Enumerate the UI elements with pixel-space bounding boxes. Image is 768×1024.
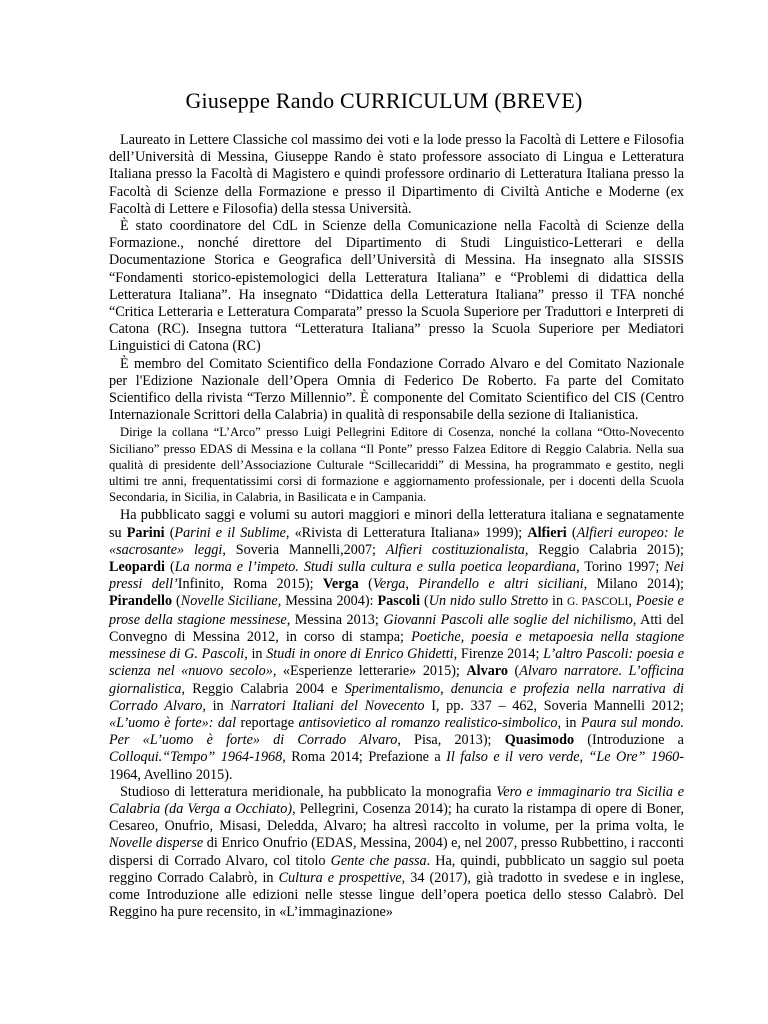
text-run: Studioso di letteratura meridionale, ha pubblicato la monografia — [120, 783, 497, 800]
text-run: , Pellegrini, Cosenza 2014); ha curato la ristampa di opere di Boner, Cesareo, Onufrio, Misasi, Deledda, Alvaro; ha altresì raccolto in volume, per la prima volta, le — [109, 800, 684, 835]
text-run: , — [628, 593, 636, 610]
text-run: ( — [172, 593, 181, 610]
text-run: in — [548, 593, 568, 610]
work-title: Parini e il Sublime — [174, 524, 286, 541]
paragraph-education — [109, 132, 684, 218]
author-name: Pascoli — [377, 593, 421, 610]
text-run: , 34 (2017), già tradotto in svedese e in inglese, come Introduzione alle edizioni nelle stesse lingue dell’opera poetica dello stesso Calabrò. Del Reggino ha pure recensito, in «L’immaginazione» — [109, 869, 685, 921]
work-title: Narratori Italiani del Novecento — [230, 697, 425, 714]
work-title: Verga, Pirandello e altri siciliani — [372, 576, 584, 593]
text-run: ( — [164, 559, 175, 576]
work-title: Cultura e prospettive — [278, 869, 402, 886]
paragraph-committees — [109, 356, 684, 425]
text-run: , Reggio Calabria 2004 e — [181, 680, 345, 697]
text-run: È membro del Comitato Scientifico della Fondazione Corrado Alvaro e del Comitato Nazionale per l'Edizione Nazionale dell’Opera Omnia di Federico De Roberto. Fa parte del Comitato Scientifico della rivista “Terzo Millennio”. È componente del Comitato Scientifico del CIS (Centro Internazionale Scrittori della Calabria) in qualità di responsabile della sezione di Italianistica. — [109, 355, 684, 424]
work-title: Alfieri europeo: le «sacrosante» leggi — [109, 524, 684, 558]
text-run: , Milano 2014); — [583, 576, 684, 593]
text-run: I, pp. 337 – 462, Soveria Mannelli 2012; — [424, 697, 685, 714]
text-run: ( — [164, 524, 175, 541]
text-run: , «Rivista di Letteratura Italiana» 1999); — [285, 524, 528, 541]
text-run: ( — [566, 524, 577, 541]
text-run: , Soveria Mannelli,2007; — [222, 541, 386, 558]
text-run: Ha pubblicato saggi e volumi su autori maggiori e minori della letteratura italiana e segnatamente su — [109, 507, 684, 541]
text-run: -1964, Avellino 2015). — [109, 749, 685, 783]
work-title: L’altro Pascoli: poesia e scienza nel «nuovo secolo» — [109, 646, 685, 680]
text-run: ( — [420, 593, 429, 610]
text-run: , in — [244, 646, 267, 663]
work-title: Colloqui.“Tempo” 1964-1968 — [109, 749, 283, 766]
work-title: Alfieri costituzionalista — [385, 541, 525, 558]
text-run: ( — [507, 663, 520, 680]
author-name: Pirandello — [109, 593, 173, 610]
work-title: Novelle disperse — [109, 835, 204, 852]
author-name: Alfieri — [527, 524, 567, 541]
work-title: Nei pressi dell’ — [109, 559, 684, 593]
work-title: Gente che passa — [330, 852, 427, 869]
text-run: reportage — [236, 714, 299, 731]
text-run: Infinito, Roma 2015); — [177, 576, 323, 593]
text-run: È stato coordinatore del CdL in Scienze della Comunicazione nella Facoltà di Scienze della Formazione., nonché direttore del Dipartimento di Studi Linguistico-Letterari e della Documentazione Storica e Geografica dell’Università di Messina. Ha insegnato alla SISSIS “Fondamenti storico-epistemologici della Letteratura Italiana” e “Problemi di didattica della Letteratura Italiana”. Ha insegnato “Didattica della Letteratura Italiana” presso il TFA nonché “Critica Letteraria e Letteratura Comparata” presso la Scuola Superiore per Traduttori e Interpreti di Catona (RC). Insegna tuttora “Letteratura Italiana” presso la Scuola Superiore per Mediatori Linguistici di Catona (RC) — [109, 218, 684, 355]
work-title: Novelle Siciliane — [180, 593, 278, 610]
text-run: , Reggio Calabria 2015); — [524, 541, 684, 558]
work-title: Alvaro narratore. L’officina giornalistica — [109, 663, 684, 697]
text-run: , Firenze 2014; — [453, 646, 544, 663]
work-title: antisovietico al romanzo realistico-simbolico — [298, 714, 558, 731]
page-title: Giuseppe Rando CURRICULUM (BREVE) — [185, 88, 583, 113]
work-title: Il falso e il vero verde — [446, 749, 580, 766]
paragraph-southern-literature — [109, 784, 684, 922]
text-run: Laureato in Lettere Classiche col massimo dei voti e la lode presso la Facoltà di Lettere e Filosofia dell’Università di Messina, Giuseppe Rando è stato professore associato di Lingua e Letteratura Italiana presso la Facoltà di Magistero e quindi professore ordinario di Letteratura Italiana presso la Facoltà di Scienze della Formazione e presso il Dipartimento di Civiltà Antiche e Moderne (ex Facoltà di Lettere e Filosofia) della stessa Università. — [109, 132, 684, 217]
work-title: Giovanni Pascoli alle soglie del nichilismo — [383, 611, 633, 628]
text-run: , Torino 1997; — [576, 559, 665, 576]
work-title: “Le Ore” 1960 — [588, 749, 680, 766]
text-run: , «Esperienze letterarie» 2015); — [272, 663, 467, 680]
text-run: , in — [202, 697, 231, 714]
work-title: Poesie e prose della stagione messinese — [109, 593, 684, 628]
author-name: Alvaro — [466, 663, 508, 680]
author-name: Verga — [322, 576, 359, 593]
work-title: Paura sul mondo. Per «L’uomo è forte» di Corrado Alvaro — [109, 714, 684, 749]
document-body — [109, 132, 684, 921]
work-title: La norma e l’impeto. Studi sulla cultura e sulla poetica leopardiana — [174, 559, 577, 576]
text-run: , — [579, 749, 589, 766]
text-run: , Pisa, 2013); — [397, 732, 505, 749]
text-run: G. PASCOLI — [567, 596, 629, 609]
work-title: Sperimentalismo, denuncia e profezia nella narrativa di Corrado Alvaro — [109, 680, 684, 714]
paragraph-roles — [109, 218, 684, 356]
text-run: Dirige la collana “L’Arco” presso Luigi Pellegrini Editore di Cosenza, nonché la collana “Otto-Novecento Siciliano” presso EDAS di Messina e la collana “Il Ponte” presso Falzea Editore di Reggio Calabria. Nella sua qualità di presidente dell’Associazione Culturale “Scillecariddi” di Messina, ha programmato e gestito, negli ultimi tre anni, frequentatissimi corsi di formazione e aggiornamento professionale, per i docenti della Scuola Secondaria, in Sicilia, in Calabria, in Basilicata e in Campania. — [109, 425, 684, 505]
author-name: Parini — [126, 524, 165, 541]
work-title: Poetiche, poesia e metapoesia nella stagione messinese di G. Pascoli — [109, 628, 684, 663]
work-title: Vero e immaginario tra Sicilia e Calabria (da Verga a Occhiato) — [109, 783, 685, 817]
paragraph-publications — [109, 507, 684, 783]
author-name: Leopardi — [109, 559, 165, 576]
text-run: , Roma 2014; Prefazione a — [282, 749, 447, 766]
work-title: Un nido sullo Stretto — [428, 593, 549, 610]
paragraph-editorial — [109, 424, 684, 505]
text-run: (Introduzione a — [574, 732, 684, 749]
text-run: , in — [557, 714, 581, 731]
work-title: «L’uomo è forte»: dal — [109, 714, 237, 731]
work-title: Studi in onore di Enrico Ghidetti — [266, 646, 454, 663]
text-run: ( — [358, 576, 373, 593]
text-run: , Messina 2013; — [286, 611, 384, 628]
author-name: Quasimodo — [504, 732, 575, 749]
text-run: . Ha, quindi, pubblicato un saggio sul poeta reggino Corrado Calabrò, in — [109, 852, 685, 886]
text-run: , Messina 2004): — [277, 593, 378, 610]
text-run: di Enrico Onufrio (EDAS, Messina, 2004) e, nel 2007, presso Rubbettino, i racconti dispersi di Corrado Alvaro, col titolo — [109, 835, 685, 869]
text-run: , Atti del Convegno di Messina 2012, in corso di stampa; — [109, 611, 684, 645]
